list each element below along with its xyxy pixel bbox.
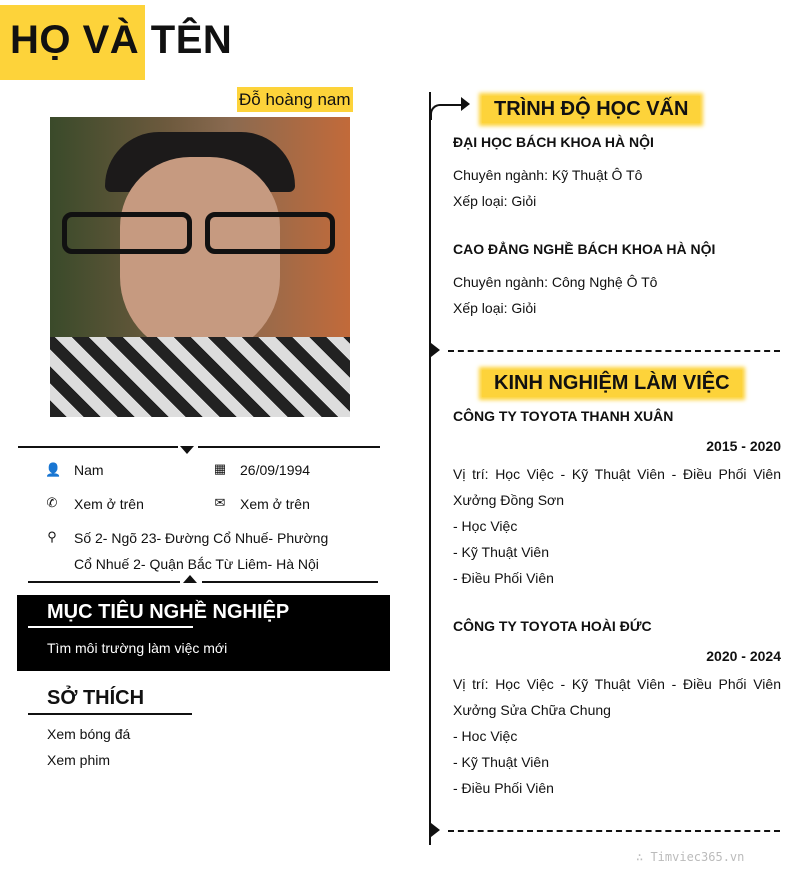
grade: Xếp loại: Giỏi bbox=[453, 193, 537, 209]
address-line-2: Cổ Nhuế 2- Quận Bắc Từ Liêm- Hà Nội bbox=[74, 556, 319, 572]
position: Vị trí: Học Việc - Kỹ Thuật Viên - Điều Phối Viên bbox=[453, 466, 781, 482]
job-line: - Điều Phối Viên bbox=[453, 570, 554, 586]
divider-arrow bbox=[180, 446, 194, 454]
title-underline bbox=[28, 626, 193, 628]
divider bbox=[28, 581, 180, 583]
phone: Xem ở trên bbox=[74, 496, 144, 512]
experience-title: KINH NGHIỆM LÀM VIỆC bbox=[482, 370, 742, 397]
title-underline bbox=[28, 713, 192, 715]
job-line: - Hoc Việc bbox=[453, 728, 518, 744]
dashed-divider bbox=[448, 830, 780, 832]
phone-icon: ✆ bbox=[46, 495, 58, 510]
hobbies-title: SỞ THÍCH bbox=[47, 687, 145, 709]
timeline-marker bbox=[431, 823, 440, 837]
position-detail: Xưởng Đồng Sơn bbox=[453, 492, 565, 508]
dashed-divider bbox=[448, 350, 780, 352]
position-detail: Xưởng Sửa Chữa Chung bbox=[453, 702, 611, 718]
career-goal-title: MỤC TIÊU NGHỀ NGHIỆP bbox=[47, 601, 290, 623]
job-line: - Học Việc bbox=[453, 518, 518, 534]
address-line-1: Số 2- Ngõ 23- Đường Cổ Nhuế- Phường bbox=[74, 530, 329, 546]
gender: Nam bbox=[74, 462, 104, 478]
job-line: - Điều Phối Viên bbox=[453, 780, 554, 796]
watermark bbox=[636, 850, 744, 864]
watermark-icon: ∴ bbox=[636, 850, 651, 864]
divider-arrow bbox=[183, 575, 197, 583]
arrow-icon bbox=[461, 97, 470, 111]
period: 2020 - 2024 bbox=[706, 648, 781, 664]
email: Xem ở trên bbox=[240, 496, 310, 512]
education-title: TRÌNH ĐỘ HỌC VẤN bbox=[482, 96, 700, 123]
hobby-item: Xem phim bbox=[47, 752, 111, 768]
timeline-connector bbox=[430, 104, 462, 120]
timeline-marker bbox=[431, 343, 440, 357]
divider bbox=[202, 581, 378, 583]
user-icon: 👤 bbox=[45, 462, 62, 477]
profile-photo bbox=[50, 117, 350, 417]
birthday: 26/09/1994 bbox=[240, 462, 311, 478]
school-name: ĐẠI HỌC BÁCH KHOA HÀ NỘI bbox=[453, 134, 654, 150]
career-goal-text: Tìm môi trường làm việc mới bbox=[47, 640, 228, 656]
career-goal-section bbox=[17, 595, 390, 671]
period: 2015 - 2020 bbox=[706, 438, 781, 454]
job-line: - Kỹ Thuật Viên bbox=[453, 544, 549, 560]
company-name: CÔNG TY TOYOTA HOÀI ĐỨC bbox=[453, 618, 652, 634]
watermark-text: Timviec365.vn bbox=[650, 850, 745, 864]
page-title: HỌ VÀ TÊN bbox=[10, 18, 233, 62]
location-icon: ⚲ bbox=[47, 529, 57, 544]
email-icon: ✉ bbox=[214, 495, 226, 510]
position: Vị trí: Học Việc - Kỹ Thuật Viên - Điều Phối Viên bbox=[453, 676, 781, 692]
job-line: - Kỹ Thuật Viên bbox=[453, 754, 549, 770]
grade: Xếp loại: Giỏi bbox=[453, 300, 537, 316]
divider bbox=[18, 446, 178, 448]
school-name: CAO ĐẲNG NGHỀ BÁCH KHOA HÀ NỘI bbox=[453, 241, 716, 257]
calendar-icon: ▦ bbox=[213, 461, 227, 476]
timeline-line bbox=[429, 92, 431, 845]
company-name: CÔNG TY TOYOTA THANH XUÂN bbox=[453, 408, 674, 424]
divider bbox=[198, 446, 380, 448]
major: Chuyên ngành: Kỹ Thuật Ô Tô bbox=[453, 167, 643, 183]
major: Chuyên ngành: Công Nghệ Ô Tô bbox=[453, 274, 658, 290]
full-name: Đỗ hoàng nam bbox=[237, 87, 353, 112]
hobby-item: Xem bóng đá bbox=[47, 726, 131, 742]
